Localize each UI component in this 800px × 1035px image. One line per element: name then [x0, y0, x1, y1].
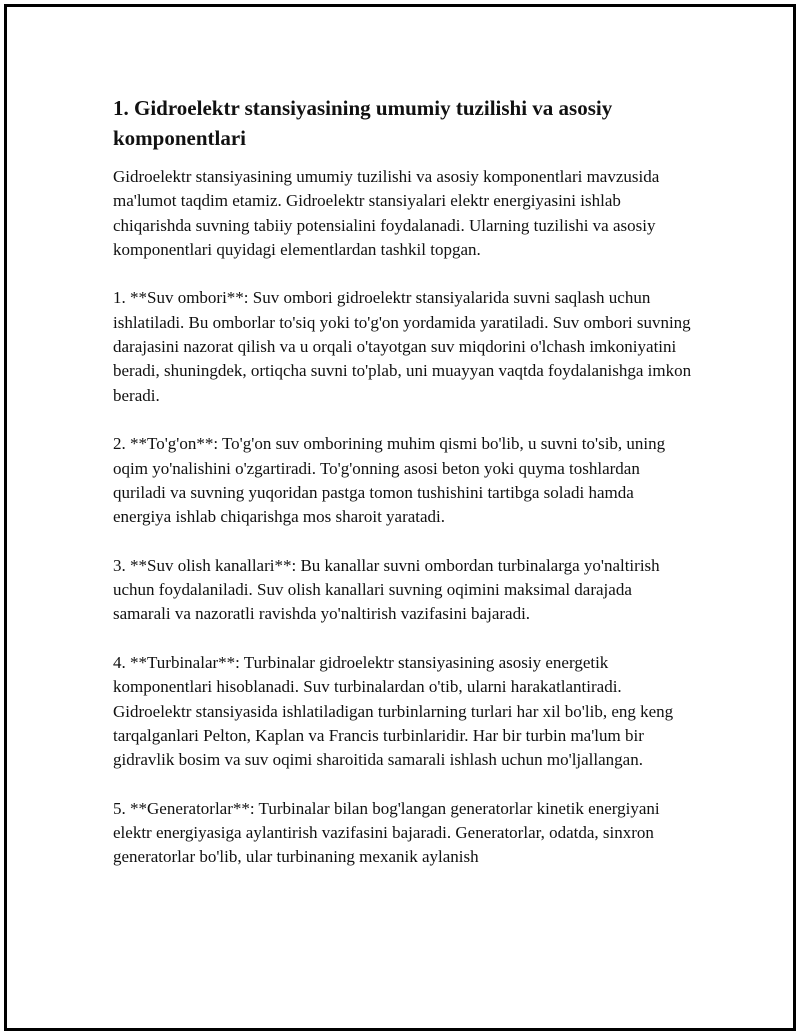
section-title: 1. Gidroelektr stansiyasining umumiy tuzilishi va asosiy komponentlari — [113, 96, 613, 150]
paragraph-suv-olish-kanallari: 3. **Suv olish kanallari**: Bu kanallar suvni ombordan turbinalarga yo'naltirish uchun foydalaniladi. Suv olish kanallari suvning oqimini maksimal darajada samarali va nazoratli ravishda yo'naltirish vazifasini bajaradi. — [113, 555, 660, 624]
intro-paragraph: Gidroelektr stansiyasining umumiy tuzilishi va asosiy komponentlari mavzusida ma'lumot taqdim etamiz. Gidroelektr stansiyalari elektr energiyasini ishlab chiqarishda suvning tabiiy potensialini foydalanadi. Ularning tuzilishi va asosiy komponentlari quyidagi elementlardan tashkil topgan. — [113, 167, 660, 259]
document-body — [113, 93, 693, 894]
paragraph-suv-ombori: 1. **Suv ombori**: Suv ombori gidroelektr stansiyalarida suvni saqlash uchun ishlatiladi. Bu omborlar to'siq yoki to'g'on yordamida yaratiladi. Suv ombori suvning darajasini nazorat qilish va u orqali o'tayotgan suv miqdorini o'lchash imkoniyatini beradi, shuningdek, ortiqcha suvni to'plab, uni muayyan vaqtda foydalanishga imkon beradi. — [113, 288, 692, 405]
paragraph-turbinalar: 4. **Turbinalar**: Turbinalar gidroelektr stansiyasining asosiy energetik komponentlari hisoblanadi. Suv turbinalardan o'tib, ularni harakatlantiradi. Gidroelektr stansiyasida ishlatiladigan turbinlarning turlari har xil bo'lib, eng keng tarqalganlari Pelton, Kaplan va Francis turbinlaridir. Har bir turbin ma'lum bir gidravlik bosim va suv oqimi sharoitida samarali ishlash uchun mo'ljallangan. — [113, 652, 674, 770]
paragraph-generatorlar: 5. **Generatorlar**: Turbinalar bilan bog'langan generatorlar kinetik energiyani elektr energiyasiga aylantirish vazifasini bajaradi. Generatorlar, odatda, sinxron generatorlar bo'lib, ular turbinaning mexanik aylanish — [113, 798, 660, 867]
paragraph-togon: 2. **To'g'on**: To'g'on suv omborining muhim qismi bo'lib, u suvni to'sib, uning oqim yo'nalishini o'zgartiradi. To'g'onning asosi beton yoki quyma toshlardan quriladi va suvning yuqoridan pastga tomon tushishini tartibga soladi hamda energiya ishlab chiqarishga mos sharoit yaratadi. — [113, 434, 666, 527]
